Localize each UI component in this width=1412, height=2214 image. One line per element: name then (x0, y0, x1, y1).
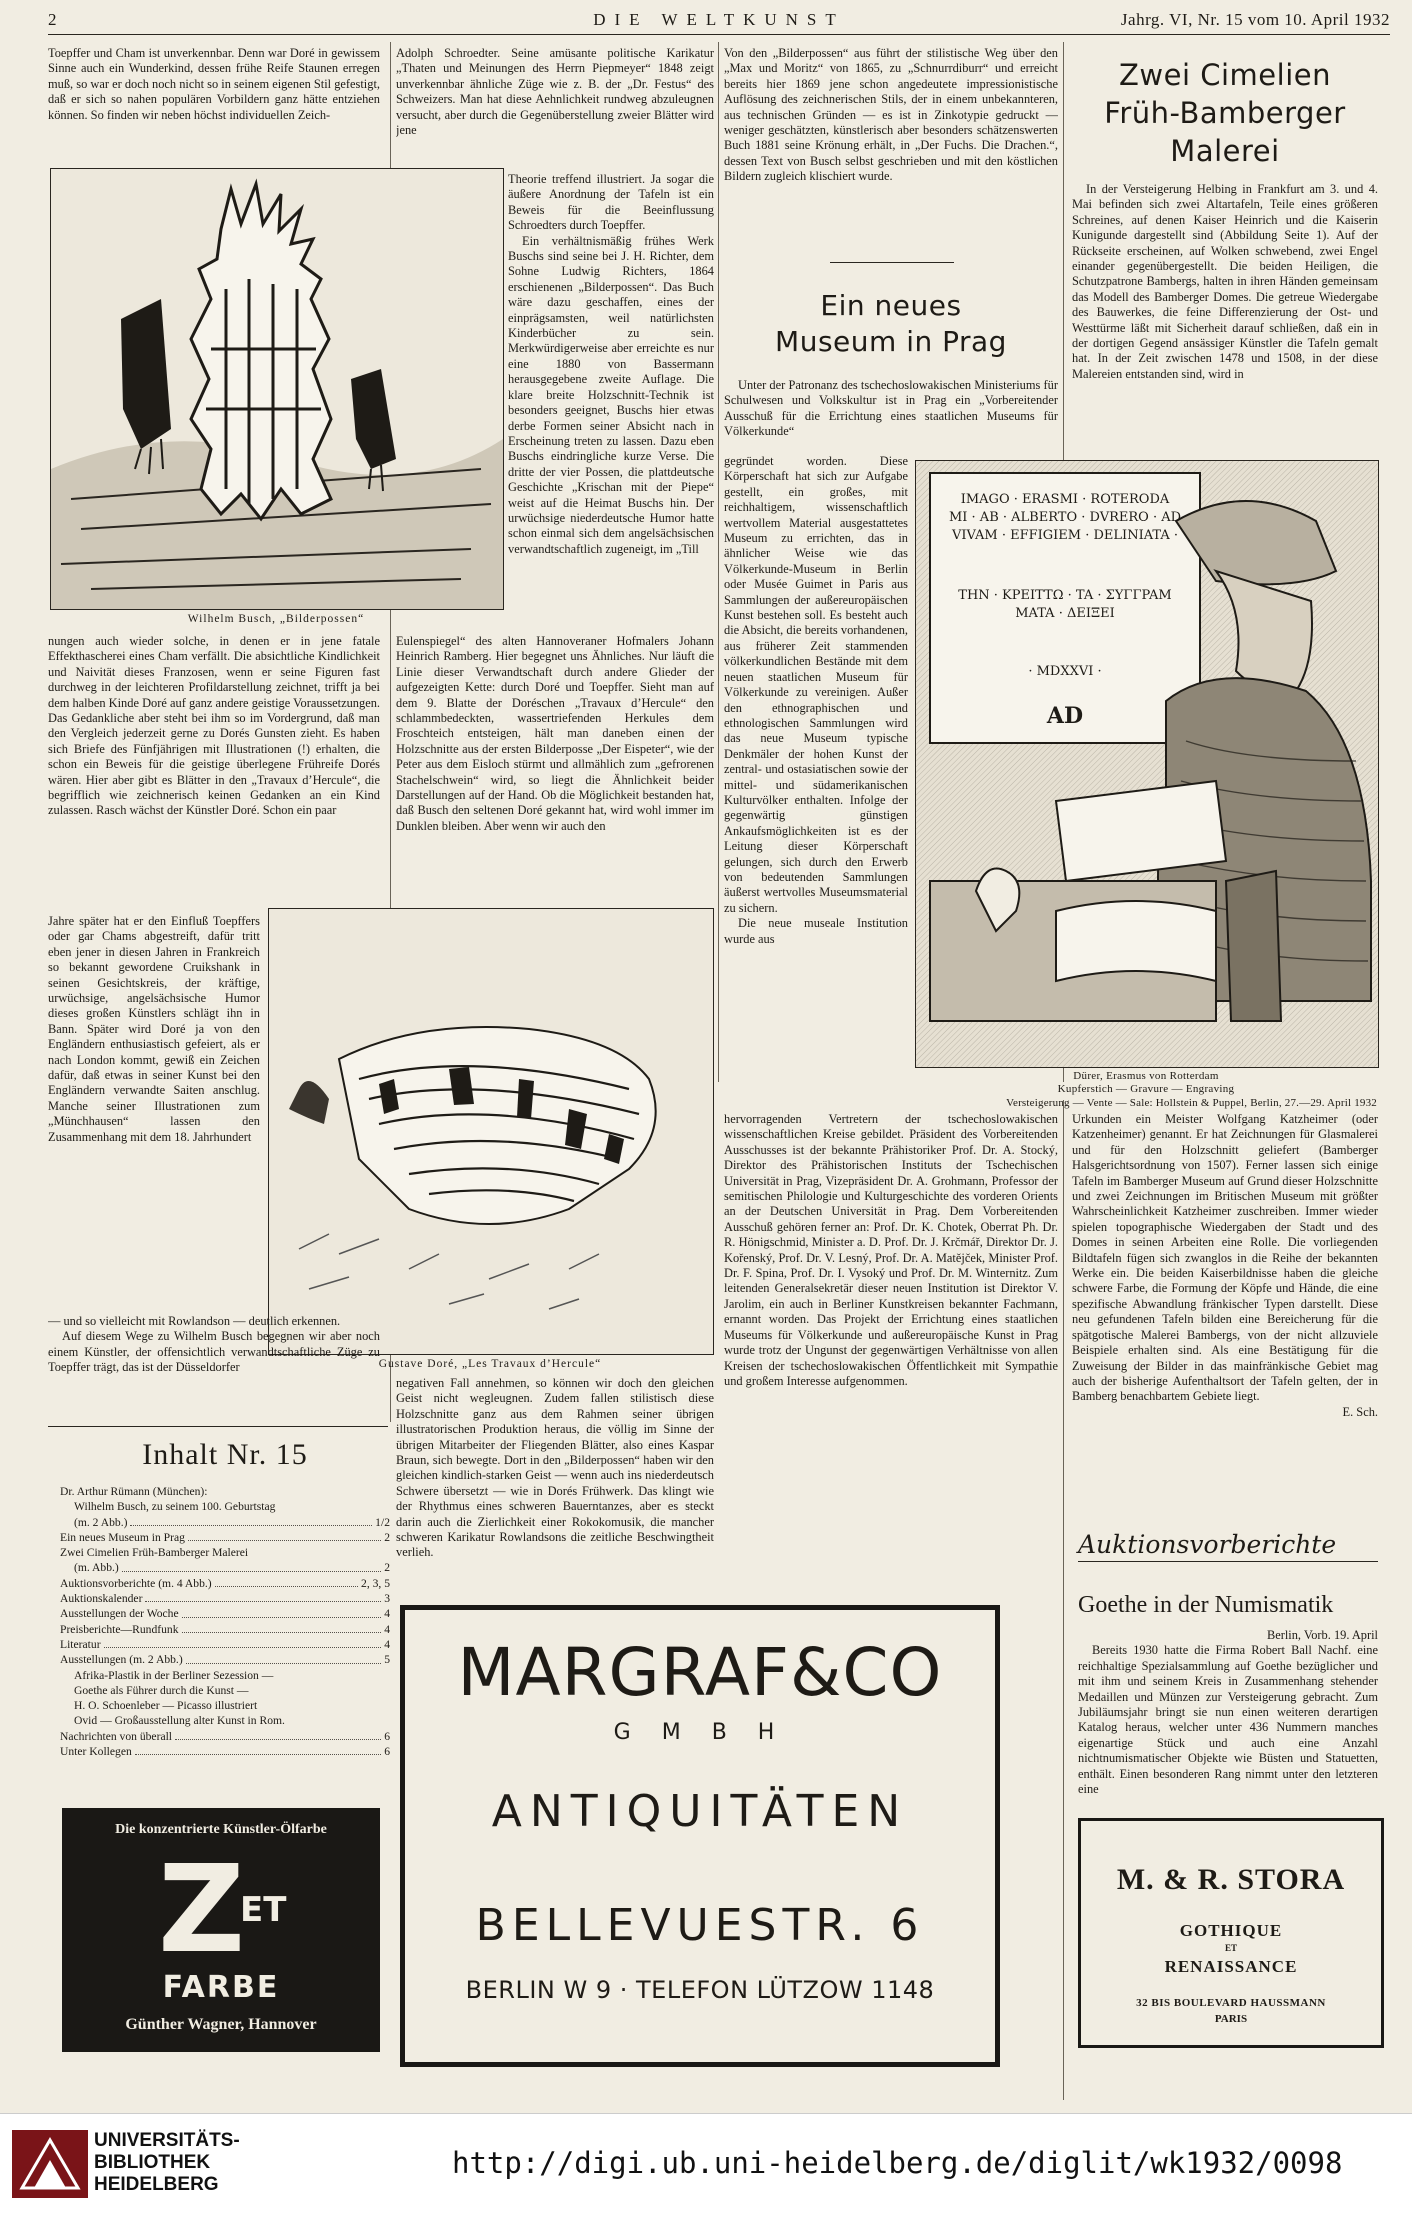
toc-row (60, 1698, 390, 1713)
article-cimelien (1072, 182, 1378, 458)
article-busch-col1-mid (48, 634, 380, 914)
section-auktionsvorberichte: Auktionsvorberichte (1078, 1530, 1378, 1562)
paragraph: Bereits 1930 hatte die Firma Robert Ball Nachf. eine reichhaltige Spezialsammlung auf Goethe bezüglicher und mit ihm und seinem Kreis in Zusammenhang stehender Medaillen und Münzen zur Versteigerung gebracht. Zum Jubiläumsjahr bringt sie nun einen weiteren derartigen Katalog heraus, welcher unter 436 Nummern manches eigenartige Stück und auch eine Anzahl nichtnumismatischer Objekte wie Büsten und Statuetten, enthält. Einen besonderen Rang nimmt unter den letzteren eine (1078, 1643, 1378, 1797)
caption-line: Dürer, Erasmus von Rotterdam (1073, 1070, 1219, 1082)
paragraph: negativen Fall annehmen, so können wir doch den gleichen Geist nicht wegleugnen. Zudem fallen stilistisch diese Holzschnitte ganz aus dem Rahmen seiner übrigen illustratorischen Produktion heraus, die völlig im Sinne der übrigen Mitarbeiter der Fliegenden Blätter, also eines Kaspar Braun, sich bewegte. Dort in den „Bilderpossen“ haben wir den gleichen kindlich-starken Geist — wenn auch ins niederdeutsch Schwere übersetzt — wie in Dorés Frühwerk. Das klingt wie der Rhythmus eines schweren Bauerntanzes, aber es steckt darin auch die Zierlichkeit einer Rokokomusik, die mancher schweren Karikatur Rowlandsons die zeitliche Beschwingtheit verlieh. (396, 1376, 714, 1560)
toc-page-number: 4 (384, 1637, 390, 1651)
caption-durer (915, 1070, 1377, 1096)
toc-leader-dots (104, 1647, 382, 1648)
toc-entry-title: (m. 2 Abb.) (74, 1515, 128, 1529)
toc-entry-title: Nachrichten von überall (60, 1729, 173, 1743)
paragraph: gegründet worden. Diese Körperschaft hat sich zur Aufgabe gestellt, ein großes, mit reichhaltigem, wissenschaftlich wertvollem Material ausgestattetes Museum zu errichten, das in ähnlicher Weise wie das Völkerkunde-Museum in Berlin oder Musée Guimet in Paris aus Sammlungen der außereuropäischen Kunst bestehen soll. Es besteht auch die Absicht, die bereits vorhandenen, aus früherer Zeit stammenden völkerkundlichen Bestände mit dem neuen staatlichen Museum für Völkerkunde zu vereinigen. Außer den ethnographischen und ethnologischen Sammlungen wird das neue Museum typische Denkmäler der hohen Kunst der zentral- und ostasiatischen sowie der mittel- und südamerikanischen Kulturvölker enthalten. Infolge der gegenwärtig günstigen Ankaufsmöglichkeiten ist es der Leitung dieser Körperschaft gelungen, sich durch den Erwerb von bedeutenden Sammlungen äußerst wertvolles Museumsmaterial zu sichern. (724, 454, 908, 915)
signature: E. Sch. (1342, 1404, 1378, 1419)
article-cimelien-lower (1072, 1112, 1378, 1518)
paragraph: — und so vielleicht mit Rowlandson — deutlich erkennen. (48, 1314, 341, 1328)
ad-stora-et: ET (1224, 1943, 1237, 1953)
ad-margraf-name: MARGRAF&CO (457, 1634, 943, 1711)
paragraph: nungen auch wieder solche, in denen er in jene fatale Effekthascherei eines Cham verfällt. Die absichtliche Kindlichkeit und Naivität dieses Franzosen, wenn er seine Figuren fast durchweg in der leichteren Profildarstellung zeichnet, trifft ja bei dem halben Kinde Doré auf ganz andere geistige Voraussetzungen. Das Gedankliche aber steht bei ihm so im Vordergrund, daß man den Vergleich jederzeit gerne zu Dorés Gunsten zieht. Es haben sich Briefe des Fünfjährigen mit Illustrationen (!) erhalten, die schon ein Beweis für die geistige überlegene Frühreife Dorés wären. Hier aber gibt es Blätter in den „Travaux d’Hercule“, die begrifflich wie zeichnerisch keinen Gedanken an ein Kind zulassen. Rasch wächst der Künstler Doré. Schon ein paar (48, 634, 380, 818)
toc-entry-title: Auktionsvorberichte (m. 4 Abb.) (60, 1576, 212, 1590)
toc-leader-dots (182, 1617, 382, 1618)
article-busch-col2-narrow (508, 172, 714, 627)
article-busch-col1-top (48, 46, 380, 166)
paragraph: hervorragenden Vertretern der tschechoslowakischen wissenschaftlichen Kreise gebildet. Präsident des Vorbereitenden Ausschusses ist der bekannte Prähistoriker Prof. Dr. A. Stocký, Direktor des Prähistorischen Instituts der Tschechischen Universität in Prag, Vizepräsident Dr. A. Grohmann, Professor der semitischen Philologie und Kulturgeschichte des vorderen Orients an der Deutschen Universität in Prag. Dem Vorbereitenden Ausschuß gehören ferner an: Prof. Dr. K. Chotek, Oberrat Ph. Dr. R. Hönigschmid, Minister a. D. Prof. Dr. J. Krčmář, Direktor Dr. J. Kořenský, Prof. Dr. V. Lesný, Prof. Dr. A. Matějček, Minister Prof. Dr. F. Spina, Prof. Dr. I. Vysoký und Prof. Dr. M. Winternitz. Zum leitenden Generalsekretär dieser neuen Institution ist Direktor V. Jarolim, ein auch in Berliner Kunstkreisen bekannter Fachmann, ernannt worden. Das Projekt der Errichtung eines staatlichen Museums für Völkerkunde und außereuropäische Kunst in Prag wurde trotz der Ungunst der gegenwärtigen Verhältnisse von allen Kreisen der tschechoslowakischen Öffentlichkeit mit Sympathie und großem Interesse aufgenommen. (724, 1112, 1058, 1388)
article-museum-intro (724, 378, 1058, 454)
toc-page-number: 6 (384, 1729, 390, 1743)
toc-entry-title: Zwei Cimelien Früh-Bamberger Malerei (60, 1546, 249, 1560)
ad-zet-maker: Günther Wagner, Hannover (125, 2016, 317, 2033)
toc-entry-title: Ausstellungen der Woche (60, 1607, 179, 1621)
toc-page-number: 2 (384, 1561, 390, 1575)
headline-line: Ein neues (820, 289, 962, 322)
caption-busch: Wilhelm Busch, „Bilderpossen“ (187, 613, 365, 625)
paragraph: Jahre später hat er den Einfluß Toepffers oder gar Chams abgestreift, dafür tritt eben jener in diesen Jahren in Frankreich so bekannt gewordene Cruikshank in seinen Gesichtskreis, der kräftige, urwüchsige, angelsächsische Humor dieses großen Künstlers schlägt ihn in Bann. Später wird Doré ja von den Engländern enthusiastisch gefeiert, als er nach London kommt, gewiß ein Zeichen dafür, daß etwas in seiner Kunst bei den Engländern verwandte Saiten anschlug. Manche seiner Illustrationen zum „Münchhausen“ lassen den Zusammenhang mit dem 18. Jahrhundert (48, 914, 260, 1144)
toc-leader-dots (182, 1632, 382, 1633)
article-busch-col2-bottom (396, 1376, 714, 1588)
toc-entry-title: Dr. Arthur Rümann (München): (60, 1485, 208, 1498)
ad-stora-gothique: GOTHIQUE (1179, 1921, 1283, 1940)
toc-row (60, 1484, 390, 1499)
article-busch-col2-mid (396, 634, 714, 904)
toc-row (60, 1591, 390, 1606)
article-busch-col1-bottom (48, 1314, 380, 1410)
separator-rule (830, 262, 954, 263)
toc-row (60, 1606, 390, 1621)
dore-hercules-drawing-image (269, 909, 713, 1354)
article-museum-narrow (724, 454, 908, 1094)
column-rule (718, 42, 719, 1082)
durer-greek-line-1: THN · KPEITTΩ · TA · ΣYΓΓPAM (958, 588, 1172, 603)
toc-row (60, 1622, 390, 1637)
page-number: 2 (48, 10, 57, 29)
toc-entry-title: H. O. Schoenleber — Picasso illustriert (74, 1699, 258, 1713)
paragraph: In der Versteigerung Helbing in Frankfurt am 3. und 4. Mai befinden sich zwei Altartafeln, Teile eines größeren Schreines, auf denen Kaiser Heinrich und die Kaiserin Kunigunde dargestellt sind (Abbildung Seite 1). Auf der Rückseite erscheinen, auf Wolken schwebend, zwei Engel einander gegenübergestellt. Die beiden Heiligen, die Schutzpatrone Bambergs, halten in ihren Händen gemeinsam das Modell des Bamberger Domes. Die getreue Wiedergabe des Bauwerkes, die feine Differenzierung der Ost- und Westtürme läßt mit Sicherheit darauf schließen, daß ein in der dortigen Gegend ansässiger Künstler die Tafeln gemalt hat. In der Zeit zwischen 1478 und 1508, in der diese Malereien entstanden sind, wird in (1072, 182, 1378, 381)
toc-row (60, 1530, 390, 1545)
paragraph: Von den „Bilderpossen“ aus führt der stilistische Weg über den „Max und Moritz“ von 1865, zu „Schnurrdiburr“ und erreicht bereits hier 1869 jene schon angedeutete impressionistische Auflösung des zeichnerischen Stils, der in einem unbekannteren, aus technischen Gründen — es ist in Zinkotypie gedruckt — weniger geschätzten, künstlerisch aber besonders schätzenswerten Buch 1881 seine Krönung erhält, in „Der Fuchs. Die Drachen.“, dessen Text von Busch selbst geschrieben und mit den köstlichen Bildern zugleich klischiert wurde. (724, 46, 1058, 184)
ad-zet-farbe (62, 1808, 380, 2052)
toc-leader-dots (145, 1601, 381, 1602)
toc-entry-title: Preisberichte—Rundfunk (60, 1622, 179, 1636)
toc-title: Inhalt Nr. 15 (142, 1438, 308, 1471)
university-line: BIBLIOTHEK (94, 2152, 211, 2173)
toc-leader-dots (186, 1663, 382, 1664)
toc-row (60, 1652, 390, 1667)
toc-row (60, 1683, 390, 1698)
page-header (48, 8, 1390, 35)
toc-leader-dots (188, 1540, 381, 1541)
issue-info: Jahrg. VI, Nr. 15 vom 10. April 1932 (1120, 10, 1390, 29)
ad-zet-tagline: Die konzentrierte Künstler-Ölfarbe (115, 1822, 327, 1837)
toc-page-number: 5 (384, 1653, 390, 1667)
toc-row (60, 1545, 390, 1560)
ad-stora-address: 32 BIS BOULEVARD HAUSSMANN (1136, 1997, 1326, 2009)
toc-row (60, 1637, 390, 1652)
toc-page-number: 2, 3, 5 (361, 1576, 390, 1590)
illustration-dore-travaux-hercule (268, 908, 714, 1355)
article-goethe (1078, 1628, 1378, 1808)
durer-inscription-line-3: VIVAM · EFFIGIEM · DELINIATA · (952, 528, 1178, 543)
ad-margraf-antiquitaeten (400, 1605, 1000, 2067)
headline-museum-prag (724, 288, 1058, 360)
durer-monogram: AD (1046, 703, 1084, 729)
ad-zet-et: ET (240, 1890, 287, 1930)
caption-line: Kupferstich — Gravure — Engraving (1057, 1083, 1235, 1095)
toc-row (60, 1560, 390, 1575)
paragraph: Adolph Schroedter. Seine amüsante politische Karikatur „Thaten und Meinungen des Herrn Piepmeyer“ 1848 zeigt unverkennbar ähnliche Züge wie z. B. der „Dr. Festus“ des Schweizers. Man hat diese Aehnlichkeit rundweg abzuleugnen versucht, aber durch die Gegenüberstellung zweier Blätter wird jene (396, 46, 714, 138)
university-line: UNIVERSITÄTS- (94, 2130, 240, 2151)
permalink-url[interactable]: http://digi.ub.uni-heidelberg.de/diglit/wk1932/0098 (452, 2146, 1343, 2180)
paragraph: Unter der Patronanz des tschechoslowakischen Ministeriums für Schulwesen und Volkskultur ist in Prag ein „Vorbereitender Ausschuß für die Errichtung eines staatlichen Museums für Völkerkunde“ (724, 378, 1058, 439)
ad-zet-z: Z (158, 1841, 246, 1980)
woodcut-ice-figure-image (51, 169, 503, 609)
paragraph: Auf diesem Wege zu Wilhelm Busch begegnen wir aber noch einem Künstler, der offensichtlich verwandtschaftliche Züge zu Toepffer trägt, das ist der Düsseldorfer (48, 1329, 380, 1375)
toc-row (60, 1576, 390, 1591)
university-line: HEIDELBERG (94, 2174, 219, 2195)
toc-top-rule (48, 1426, 388, 1427)
illustration-durer-erasmus (915, 460, 1379, 1068)
durer-year: · MDXXVI · (1028, 664, 1102, 679)
paragraph: Theorie treffend illustriert. Ja sogar die äußere Anordnung der Tafeln ist ein Beweis für die Beeinflussung Schroedters durch Toepffer. (508, 172, 714, 233)
ad-stora-city: PARIS (1214, 2013, 1248, 2025)
toc-leader-dots (122, 1571, 381, 1572)
article-busch-col1-narrow (48, 914, 260, 1314)
toc-entry-title: Afrika-Plastik in der Berliner Sezession — (74, 1668, 274, 1682)
ad-margraf-city: BERLIN W 9 · TELEFON LÜTZOW 1148 (465, 1976, 935, 2004)
digitization-footer (0, 2113, 1412, 2214)
toc-row (60, 1713, 390, 1728)
ad-zet-farbe-word: FARBE (162, 1970, 280, 2005)
paragraph: Ein verhältnismäßig frühes Werk Buschs sind seine bei J. H. Richter, dem Sohne Ludwig Richters, 1864 erschienenen „Bilderpossen“. Das Buch wäre dazu geschaffen, eines der einprägsamsten, weil natürlichsten Kinderbücher zu sein. Merkwürdigerweise aber erreichte es nur eine 1880 von Bassermann herausgegebene zweite Auflage. Die klare breite Holzschnitt-Technik ist besonders geeignet, Buschs hier etwas derbe Formen seiner Absicht nach in Erscheinung treten zu lassen. Dazu eben Buschs eindringliche kurze Verse. Die dritte der vier Possen, die plattdeutsche Geschichte „Krischan mit der Piepe“ weist auf die Heimat Buschs hin. Der urwüchsige niederdeutsche Humor hatte schon einmal sich dem angelsächsischen verwandtschaftlich zugeneigt, im „Till (508, 233, 714, 556)
illustration-busch-bilderpossen (50, 168, 504, 610)
paragraph: Urkunden ein Meister Wolfgang Katzheimer (oder Katzenheimer) genannt. Er hat Zeichnungen für Glasmalerei und für den Holzschnitt geliefert (Bamberger Halsgerichtsordnung von 1507). Ferner lassen sich einige Tafeln im Bamberger Museum auf Grund dieser Holzschnitte und zwei Zeichnungen im Britischen Museum mit größter Wahrscheinlichkeit Katzheimer zuschreiben. Immer wieder spielen topographische Wiedergaben der Stadt und des Domes in seinen Arbeiten eine Rolle. Die vorliegenden Bildtafeln fügen sich zwanglos in die Reihe der bekannten Werke ein. Die beiden Kaiserbildnisse haben die gleiche schwere Farbe, die Formung der Köpfe und Hände, die eine spezifische Abwandlung fränkischer Typen darstellt. Diese neu gefundenen Tafeln bilden eine Bereicherung für die spätgotische Malerei Bambergs, von der nicht allzuviele Beispiele erhalten sind. Als eine Bestätigung für die Zuweisung der Bilder in das mainfränkische Gebiet mag auch der bisherige Aufenthaltsort der Tafeln gelten, der in Bamberg benachbartem Gebiete liegt. (1072, 1112, 1378, 1404)
university-name (94, 2130, 240, 2196)
toc-entry-title: Ovid — Großausstellung alter Kunst in Rom. (74, 1714, 285, 1728)
article-museum-lower (724, 1112, 1058, 1532)
toc-entry-title: Ausstellungen (m. 2 Abb.) (60, 1653, 183, 1667)
durer-inscription-line-1: IMAGO · ERASMI · ROTERODA (960, 492, 1170, 507)
ad-stora-renaissance: RENAISSANCE (1164, 1957, 1298, 1976)
toc-leader-dots (135, 1754, 381, 1755)
toc-page-number: 3 (384, 1592, 390, 1606)
paragraph: Die neue museale Institution wurde aus (724, 916, 908, 946)
toc-entry-title: (m. Abb.) (74, 1561, 119, 1575)
toc-leader-dots (175, 1739, 381, 1740)
toc-leader-dots (130, 1525, 372, 1526)
toc-row (60, 1499, 390, 1514)
headline-goethe-numismatik: Goethe in der Numismatik (1078, 1592, 1334, 1618)
article-busch-col2-top (396, 46, 714, 156)
headline-line: Museum in Prag (775, 325, 1007, 358)
toc-entry-title: Ein neues Museum in Prag (60, 1530, 185, 1544)
headline-line: Malerei (1170, 134, 1280, 168)
article-busch-col3-top (724, 46, 1058, 246)
toc-entry-title: Literatur (60, 1637, 101, 1651)
toc-entry-title: Auktionskalender (60, 1592, 143, 1606)
durer-engraving-image (916, 461, 1378, 1067)
dateline: Berlin, Vorb. 19. April (1266, 1628, 1378, 1642)
toc-page-number: 4 (384, 1622, 390, 1636)
masthead: DIE WELTKUNST (593, 10, 845, 29)
paragraph: Eulenspiegel“ des alten Hannoveraner Hofmalers Johann Heinrich Ramberg. Hier begegnet uns Ähnliches. Nur läuft die Linie dieser Verwandtschaft durch andere Glieder der aufgezeigten Kette: durch Doré und Toepffer. Sieht man auf dem 9. Blatte der Doréschen „Travaux d’Hercule“ den schlammbedeckten, wassertriefenden Herkules dem Froschteich entsteigen, hält man daneben einen der Holzschnitte aus der ersten Bilderposse „Der Eispeter“, wie der Peter aus dem Eisloch stürmt und allmählich zum „gefrorenen Stachelschwein“ wird, so liegt die Ähnlichkeit beider Darstellungen auf der Hand. Ob die Möglichkeit bestanden hat, daß Busch den seltenen Doré gekannt hat, wird wohl immer im Dunklen bleiben. Aber wenn wir auch den (396, 634, 714, 833)
ad-stora (1078, 1818, 1384, 2048)
toc-entry-title: Wilhelm Busch, zu seinem 100. Geburtstag (74, 1500, 276, 1514)
durer-greek-line-2: MATA · ΔEIΞEI (1015, 606, 1115, 621)
paragraph: Toepffer und Cham ist unverkennbar. Denn war Doré in gewissem Sinne auch ein Wunderkind, dessen frühe Reife Staunen erregen muß, so war er doch noch nicht so in seinem eigenen Stil gefestigt, daß er sich so nahen populären Vorbildern ganz hätte entziehen können. So finden wir neben höchst individuellen Zeich- (48, 46, 380, 122)
headline-cimelien (1072, 56, 1378, 170)
toc-entry-title: Unter Kollegen (60, 1745, 132, 1759)
toc-page-number: 4 (384, 1607, 390, 1621)
ad-stora-name: M. & R. STORA (1116, 1863, 1346, 1896)
ad-margraf-gmbh: G M B H (613, 1720, 787, 1745)
column-rule (1063, 1100, 1064, 2100)
headline-line: Zwei Cimelien (1119, 58, 1331, 92)
ad-margraf-street: BELLEVUESTR. 6 (475, 1900, 925, 1951)
table-of-contents (60, 1484, 390, 1759)
toc-page-number: 2 (384, 1530, 390, 1544)
toc-page-number: 1/2 (375, 1515, 390, 1529)
caption-dore: Gustave Doré, „Les Travaux d’Hercule“ (378, 1358, 602, 1370)
ad-margraf-trade: ANTIQUITÄTEN (491, 1786, 909, 1837)
toc-row (60, 1515, 390, 1530)
toc-page-number: 6 (384, 1745, 390, 1759)
toc-row (60, 1744, 390, 1759)
toc-row (60, 1668, 390, 1683)
university-seal-icon (10, 2128, 90, 2200)
caption-durer-sale: Versteigerung — Vente — Sale: Hollstein & Puppel, Berlin, 27.—29. April 1932 (1006, 1097, 1377, 1109)
durer-inscription-line-2: MI · AB · ALBERTO · DVRERO · AD (948, 510, 1182, 525)
toc-row (60, 1729, 390, 1744)
toc-leader-dots (215, 1586, 358, 1587)
headline-line: Früh-Bamberger (1104, 96, 1346, 130)
toc-entry-title: Goethe als Führer durch die Kunst — (74, 1683, 249, 1697)
